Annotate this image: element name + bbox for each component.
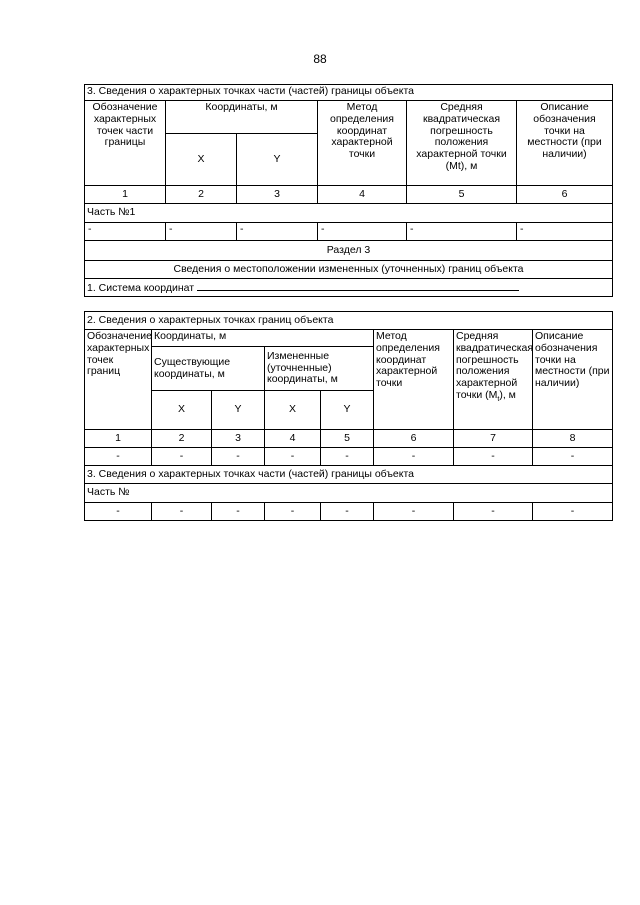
table-cell: -	[374, 448, 454, 466]
header-method: Метод определения координат характерной точки	[318, 101, 407, 186]
header-point-designation: Обозначение характерных точек части границы	[85, 101, 166, 186]
part-points-table	[84, 84, 613, 297]
header-error: Средняя квадратическая погрешность положения характерной точки (Mt), м	[407, 101, 517, 186]
header-coordinates: Координаты, м	[152, 330, 374, 347]
col-number: 3	[237, 186, 318, 204]
table-cell: -	[374, 503, 454, 521]
coordinate-system-row	[85, 279, 613, 297]
header-x: X	[166, 134, 237, 186]
col-number: 7	[454, 430, 533, 448]
table-cell: -	[454, 503, 533, 521]
col-number: 2	[152, 430, 212, 448]
header-y-changed: Y	[321, 391, 374, 430]
page-number: 88	[313, 52, 327, 66]
header-existing-coordinates: Существующие координаты, м	[152, 347, 265, 391]
table-cell: -	[318, 223, 407, 241]
header-y-existing: Y	[212, 391, 265, 430]
table-cell: -	[85, 448, 152, 466]
header-error	[454, 330, 533, 430]
section-subtitle: Сведения о местоположении измененных (уточненных) границ объекта	[85, 261, 613, 279]
header-error-suffix: ), м	[499, 388, 516, 401]
table-cell: -	[166, 223, 237, 241]
table-cell: -	[265, 448, 321, 466]
table-cell: -	[85, 503, 152, 521]
header-description: Описание обозначения точки на местности (при наличии)	[517, 101, 613, 186]
boundary-points-title: 2. Сведения о характерных точках границ объекта	[85, 312, 613, 330]
col-number: 3	[212, 430, 265, 448]
table-cell: -	[237, 223, 318, 241]
header-coordinates: Координаты, м	[166, 101, 318, 134]
table-cell: -	[454, 448, 533, 466]
header-point-designation: Обозначение характерных точек границ	[85, 330, 152, 430]
table-cell: -	[533, 448, 613, 466]
table-cell: -	[321, 448, 374, 466]
table-cell: -	[212, 503, 265, 521]
col-number: 6	[374, 430, 454, 448]
header-error-subscript: t	[497, 395, 500, 403]
boundary-points-table	[84, 311, 613, 521]
table-cell: -	[212, 448, 265, 466]
header-y: Y	[237, 134, 318, 186]
header-method: Метод определения координат характерной точки	[374, 330, 454, 430]
table-cell: -	[407, 223, 517, 241]
section-title: Раздел 3	[85, 241, 613, 261]
coordinate-system-label: 1. Система координат	[87, 282, 195, 295]
col-number: 5	[321, 430, 374, 448]
col-number: 4	[265, 430, 321, 448]
table-cell: -	[533, 503, 613, 521]
col-number: 4	[318, 186, 407, 204]
header-error-text: Средняя квадратическая погрешность положения характерной точки (M	[456, 330, 534, 401]
header-description: Описание обозначения точки на местности (при наличии)	[533, 330, 613, 430]
col-number: 1	[85, 186, 166, 204]
header-changed-coordinates: Измененные (уточненные) координаты, м	[265, 347, 374, 391]
col-number: 1	[85, 430, 152, 448]
table-cell: -	[152, 448, 212, 466]
col-number: 5	[407, 186, 517, 204]
table-cell: -	[321, 503, 374, 521]
boundary-points-section	[84, 311, 612, 521]
header-x-existing: X	[152, 391, 212, 430]
table-cell: -	[265, 503, 321, 521]
table-cell: -	[85, 223, 166, 241]
part-label: Часть №	[85, 484, 613, 503]
col-number: 8	[533, 430, 613, 448]
table-cell: -	[517, 223, 613, 241]
coordinate-system-blank	[197, 280, 519, 291]
col-number: 2	[166, 186, 237, 204]
part-points-title-2: 3. Сведения о характерных точках части (частей) границы объекта	[85, 466, 613, 484]
col-number: 6	[517, 186, 613, 204]
part-label: Часть №1	[85, 204, 613, 223]
header-x-changed: X	[265, 391, 321, 430]
part-points-section	[84, 84, 612, 297]
part-points-title: 3. Сведения о характерных точках части (частей) границы объекта	[85, 85, 613, 101]
table-cell: -	[152, 503, 212, 521]
